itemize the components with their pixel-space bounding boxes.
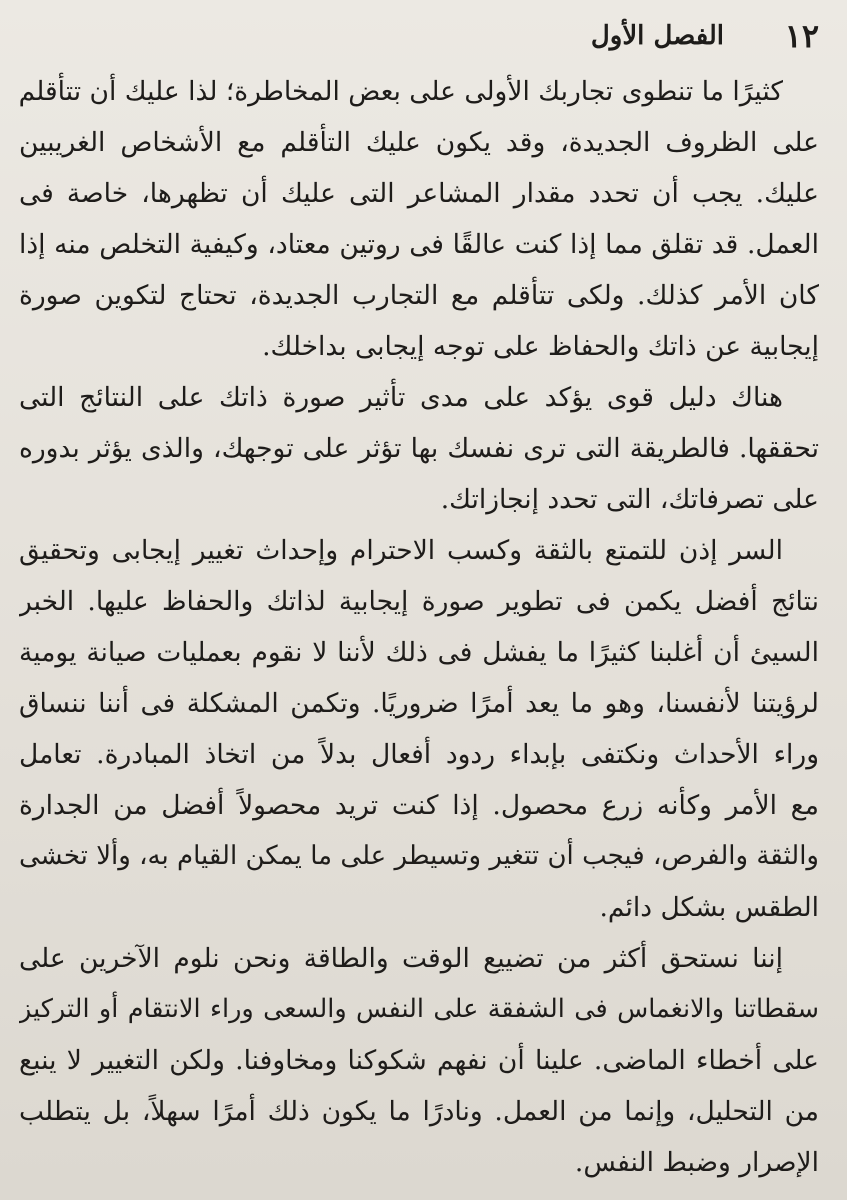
body-text [19, 66, 819, 1188]
text-line: نتائج أفضل يكمن فى تطوير صورة إيجابية لذاتك والحفاظ عليها. الخبر [19, 586, 819, 617]
page-number: ١٢ [784, 17, 819, 55]
text-line: العمل. قد تقلق مما إذا كنت عالقًا فى روتين معتاد، وكيفية التخلص منه إذا [19, 229, 819, 260]
text-line: على الظروف الجديدة، وقد يكون عليك التأقلم مع الأشخاص الغريبين [19, 127, 819, 158]
text-line: إيجابية عن ذاتك والحفاظ على توجه إيجابى بداخلك. [262, 331, 819, 362]
text-line: إننا نستحق أكثر من تضييع الوقت والطاقة ونحن نلوم الآخرين على [19, 943, 783, 974]
text-line: على تصرفاتك، التى تحدد إنجازاتك. [440, 484, 819, 515]
paragraph [19, 66, 819, 372]
running-header [28, 14, 819, 58]
paragraph [19, 933, 819, 1188]
text-line: الإصرار وضبط النفس. [574, 1147, 819, 1178]
text-line: وراء الأحداث ونكتفى بإبداء ردود أفعال بدلاً من اتخاذ المبادرة. تعامل [19, 739, 819, 770]
text-line: هناك دليل قوى يؤكد على مدى تأثير صورة ذاتك على النتائج التى [19, 382, 783, 413]
text-line: من التحليل، وإنما من العمل. ونادرًا ما يكون ذلك أمرًا سهلاً، بل يتطلب [19, 1096, 819, 1127]
text-line: عليك. يجب أن تحدد مقدار المشاعر التى عليك أن تظهرها، خاصة فى [19, 178, 819, 209]
chapter-title: الفصل الأول [590, 21, 724, 51]
text-line: والثقة والفرص، فيجب أن تتغير وتسيطر على ما يمكن القيام به، وألا تخشى [19, 841, 819, 871]
text-line: الطقس بشكل دائم. [599, 892, 819, 923]
text-line: لرؤيتنا لأنفسنا، وهو ما يعد أمرًا ضروريًا. وتكمن المشكلة فى أننا ننساق [19, 688, 819, 719]
text-line: كان الأمر كذلك. ولكى تتأقلم مع التجارب الجديدة، تحتاج لتكوين صورة [19, 280, 819, 311]
text-line: على أخطاء الماضى. علينا أن نفهم شكوكنا ومخاوفنا. ولكن التغيير لا ينبع [19, 1045, 819, 1076]
text-line: مع الأمر وكأنه زرع محصول. إذا كنت تريد محصولاً أفضل من الجدارة [19, 790, 819, 821]
paragraph [19, 372, 819, 525]
text-line: السر إذن للتمتع بالثقة وكسب الاحترام وإحداث تغيير إيجابى وتحقيق [19, 535, 783, 566]
paragraph [19, 525, 819, 933]
text-line: كثيرًا ما تنطوى تجاربك الأولى على بعض المخاطرة؛ لذا عليك أن تتأقلم [19, 76, 783, 107]
text-line: السيئ أن أغلبنا كثيرًا ما يفشل فى ذلك لأننا لا نقوم بعمليات صيانة يومية [19, 637, 819, 668]
text-line: سقطاتنا والانغماس فى الشفقة على النفس والسعى وراء الانتقام أو التركيز [19, 994, 819, 1024]
text-line: تحققها. فالطريقة التى ترى نفسك بها تؤثر على توجهك، والذى يؤثر بدوره [19, 433, 819, 464]
